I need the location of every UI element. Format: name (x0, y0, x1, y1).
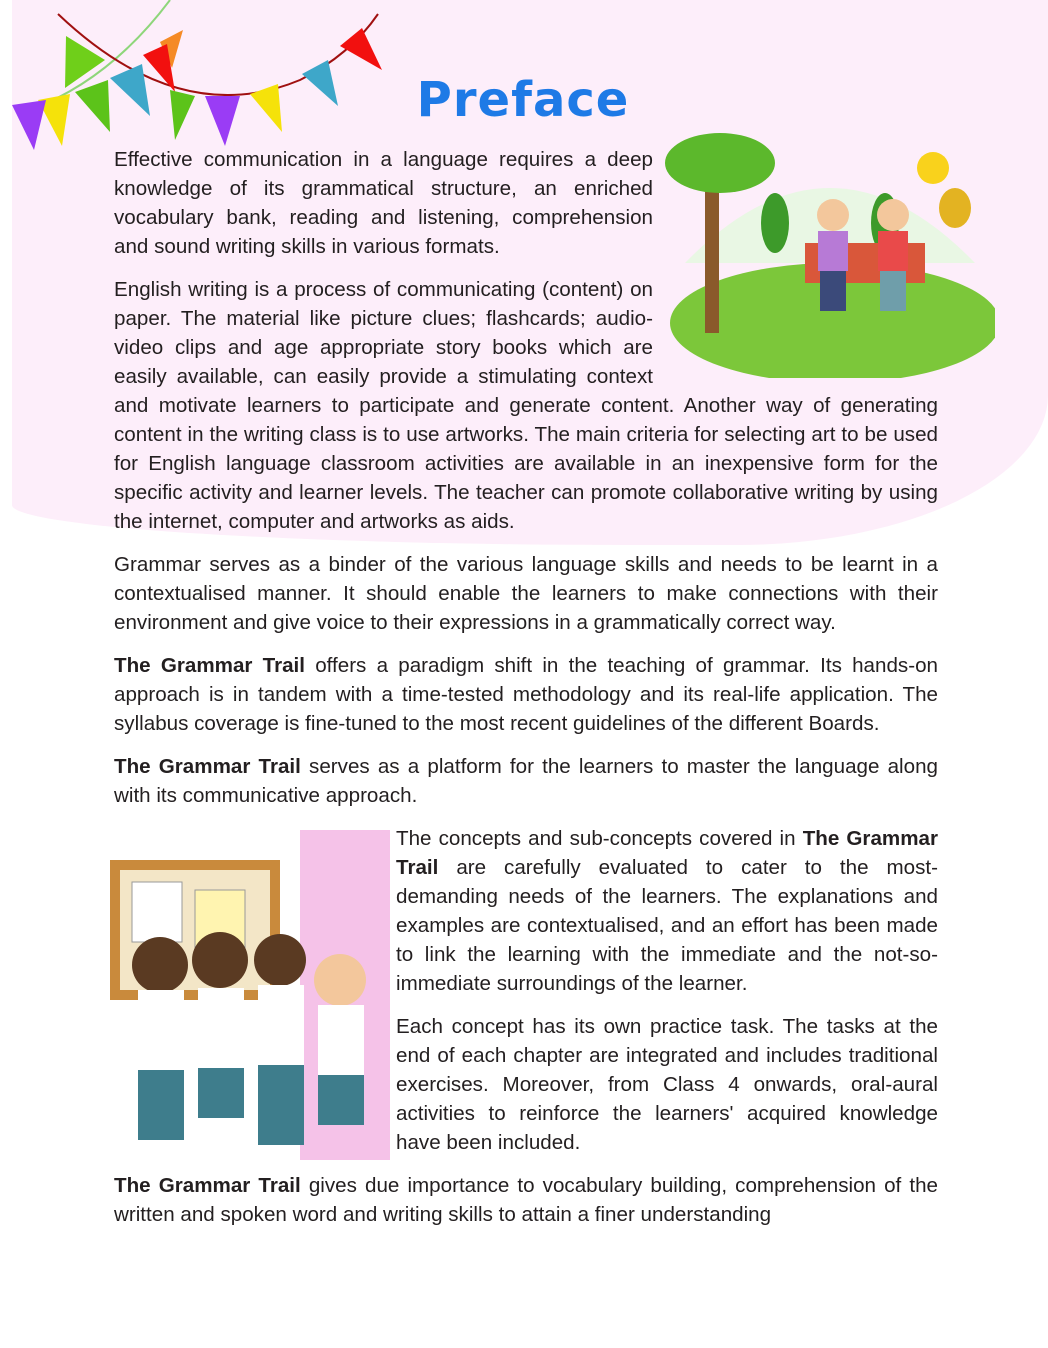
students-notice-board-illustration (90, 830, 390, 1160)
text: Grammar serves as a binder of the various language skills and needs to be learnt in a contextualised manner. It should enable the learners to make connections with their environment and give voice to their expressions in a grammatically correct way. (114, 553, 938, 634)
text: English writing is a process of communicating (content) on paper. The material like picture clues; flashcards; audio-video clips and age appropriate story books which are easily available, can easily provide a stimulating context and motivate learners to participate and generate content. Another way of generating content in the writing class is to use artworks. The main criteria for selecting art to be used for English language classroom activities are available in an inexpensive form for the specific activity and learner levels. The teacher can promote collaborative writing by using the internet, computer and artworks as aids. (114, 278, 938, 533)
paragraph-4 (114, 651, 938, 738)
text: offers a paradigm shift in the teaching of grammar. Its hands-on approach is in tandem with a time-tested methodology and its real-life application. The syllabus coverage is fine-tuned to the most recent guidelines of the different Boards. (114, 654, 938, 735)
text: Effective communication in a language requires a deep knowledge of its grammatical structure, an enriched vocabulary bank, reading and listening, comprehension and sound writing skills in various formats. (114, 148, 653, 258)
paragraph-3 (114, 550, 938, 637)
preface-body (114, 145, 938, 1243)
page-title: Preface (416, 72, 630, 128)
book-title: The Grammar Trail (114, 654, 305, 677)
book-title: The Grammar Trail (114, 755, 301, 778)
text: The concepts and sub-concepts covered in (396, 827, 803, 850)
book-title: The Grammar Trail (396, 827, 938, 879)
text: are carefully evaluated to cater to the most-demanding needs of the learners. The explanations and examples are contextualised, and an effort has been made to link the learning with the immediate and the not-so-immediate surroundings of the learner. (396, 856, 938, 995)
paragraph-5 (114, 752, 938, 810)
paragraph-8 (114, 1171, 938, 1229)
book-title: The Grammar Trail (114, 1174, 301, 1197)
text: gives due importance to vocabulary building, comprehension of the written and spoken word and writing skills to attain a finer understanding (114, 1174, 938, 1226)
text: Each concept has its own practice task. The tasks at the end of each chapter are integrated and includes traditional exercises. Moreover, from Class 4 onwards, oral-aural activities to reinforce the learners' acquired knowledge have been included. (396, 1015, 938, 1154)
park-illustration (665, 123, 995, 378)
bunting-decoration (10, 0, 400, 160)
text: serves as a platform for the learners to master the language along with its communicative approach. (114, 755, 938, 807)
